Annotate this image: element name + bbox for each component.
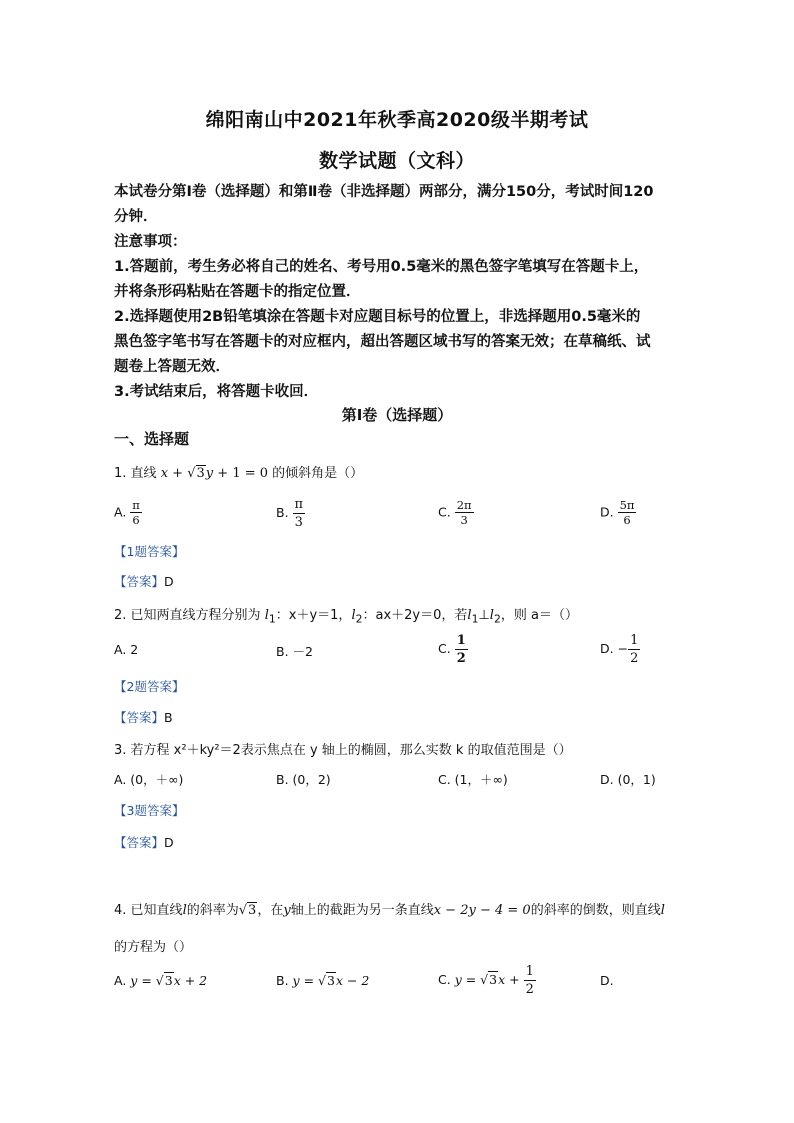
answer-label: 【答案】: [114, 574, 165, 589]
question-number: 1.: [114, 466, 127, 481]
math-op: + 1 = 0: [213, 466, 269, 481]
answer: [114, 572, 174, 590]
math-expr: x +: [498, 972, 524, 987]
q2-option-c: [438, 632, 468, 667]
q3-option-c: C. (1，＋∞): [438, 772, 508, 787]
math-var: y: [205, 466, 214, 481]
q1-option-a: [114, 498, 142, 528]
radicand: 3: [327, 973, 335, 988]
part-title: 第Ⅰ卷（选择题）: [341, 406, 453, 424]
q2-option-a: A. 2: [114, 642, 139, 657]
q1-option-c: [438, 498, 474, 528]
denominator: 6: [618, 512, 637, 528]
exam-instructions: [114, 180, 714, 405]
option-label: A.: [114, 973, 127, 988]
fraction: [130, 498, 142, 528]
fraction: [618, 498, 637, 528]
answer-label: 【答案】: [114, 835, 165, 850]
sqrt-symbol: √3: [187, 466, 205, 481]
numerator: 5π: [619, 498, 635, 512]
numerator: 1: [525, 964, 534, 979]
numerator: 2π: [456, 498, 472, 512]
denominator: 2: [456, 651, 466, 666]
notice-item: 1.答题前，考生务必将自己的姓名、考号用0.5毫米的黑色签字笔填写在答题卡上，: [114, 259, 649, 275]
question-number: 3.: [114, 743, 127, 758]
question-number: 4.: [114, 903, 127, 918]
answer-value: D: [164, 835, 174, 850]
q4-option-d: D.: [600, 973, 614, 988]
radicand: 3: [248, 903, 257, 918]
question-number: 2.: [114, 608, 127, 623]
page-title: 绵阳南山中2021年秋季高2020级半期考试: [205, 109, 589, 131]
subscript: 2: [355, 612, 363, 626]
denominator: 3: [293, 513, 306, 531]
math-expr: x − 2: [335, 973, 370, 988]
denominator: 6: [130, 512, 142, 528]
answer-value: B: [164, 710, 173, 725]
math-var: l: [489, 608, 494, 623]
minus-sign: −: [617, 641, 629, 656]
notice-item: 黑色签字笔书写在答题卡的对应框内，超出答题区域书写的答案无效；在草稿纸、试: [114, 334, 651, 350]
option-label: D.: [600, 504, 614, 520]
stem-text: 已知直线: [130, 903, 183, 918]
stem-text: 的斜率为: [186, 903, 239, 918]
q1-option-d: [600, 498, 636, 528]
math-equation: x − 2y − 4 = 0: [433, 903, 531, 918]
intro-line: 分钟．: [114, 209, 158, 225]
numerator: π: [294, 497, 304, 512]
page-subtitle: 数学试题（文科）: [318, 150, 475, 172]
option-label: D.: [600, 641, 614, 656]
math-var: l: [351, 608, 356, 623]
question-2-stem: [114, 604, 578, 626]
fraction: [524, 963, 536, 998]
intro-line: 本试卷分第Ⅰ卷（选择题）和第Ⅱ卷（非选择题）两部分，满分150分，考试时间120: [114, 184, 654, 200]
numerator: π: [132, 498, 140, 512]
stem-text: ：ax＋2y＝0，若: [362, 608, 468, 623]
answer: [114, 708, 173, 726]
option-label: C.: [438, 972, 451, 987]
answer-label: 【答案】: [114, 710, 165, 725]
math-var: y: [283, 903, 291, 918]
perp-symbol: ⊥: [478, 608, 490, 623]
sqrt-symbol: √3: [318, 973, 335, 988]
stem-text: 已知两直线方程分别为: [130, 608, 261, 623]
math-var: l: [467, 608, 472, 623]
answer-value: D: [164, 574, 174, 589]
notice-item: 并将条形码粘贴在答题卡的指定位置．: [114, 284, 361, 300]
radicand: 3: [164, 973, 173, 988]
numerator: 1: [630, 633, 639, 648]
subscript: 1: [471, 612, 479, 626]
q4-option-b: [276, 973, 369, 988]
stem-text: 轴上的截距为另一条直线: [290, 903, 434, 918]
question-1-stem: [114, 462, 363, 481]
answer-tag: 【2题答案】: [114, 679, 185, 694]
stem-text: 若方程 x²＋ky²＝2表示焦点在 y 轴上的椭圆，那么实数 k 的取值范围是（）: [130, 743, 572, 758]
math-op: +: [168, 466, 188, 481]
math-var: x: [160, 466, 169, 481]
sqrt-symbol: √3: [238, 903, 257, 918]
fraction: [293, 496, 306, 531]
math-var: l: [182, 903, 187, 918]
option-label: B.: [276, 505, 289, 520]
numerator: 1: [456, 633, 466, 648]
stem-text: ，则 a＝（）: [500, 608, 578, 623]
stem-text: ：x＋y＝1，: [275, 608, 352, 623]
q4-option-a: [114, 973, 207, 988]
denominator: 2: [630, 651, 639, 666]
q2-option-b: B. －2: [276, 644, 313, 659]
answer-tag: 【1题答案】: [114, 544, 185, 559]
option-label: C.: [438, 504, 451, 520]
question-4-stem: [114, 899, 665, 918]
question-3-stem: [114, 739, 572, 758]
fraction: [628, 632, 640, 667]
subscript: 1: [268, 612, 276, 626]
answer: [114, 833, 174, 851]
math-expr: y =: [454, 972, 481, 987]
sqrt-symbol: √3: [155, 973, 173, 988]
fraction: [455, 498, 474, 528]
notice-item: 3.考试结束后，将答题卡收回．: [114, 384, 319, 400]
sqrt-symbol: √3: [480, 972, 498, 987]
denominator: 2: [525, 982, 534, 997]
option-label: C.: [438, 641, 451, 656]
q3-option-d: D. (0，1): [600, 772, 656, 787]
section-title: 一、选择题: [114, 430, 190, 448]
q4-option-c: [438, 963, 536, 998]
notice-item: 题卷上答题无效．: [114, 359, 230, 375]
answer-tag: 【3题答案】: [114, 803, 185, 818]
stem-text: ，在: [257, 903, 284, 918]
option-label: B.: [276, 973, 289, 988]
math-var: l: [264, 608, 269, 623]
math-expr: y =: [130, 973, 156, 988]
math-expr: y =: [292, 973, 319, 988]
math-var: l: [660, 903, 665, 918]
denominator: 3: [455, 512, 474, 528]
notice-heading: 注意事项：: [114, 234, 187, 250]
fraction: [455, 632, 468, 667]
q2-option-d: [600, 632, 640, 667]
subscript: 2: [493, 612, 501, 626]
stem-text: 直线: [130, 466, 157, 481]
option-label: A.: [114, 504, 127, 520]
stem-text: 的斜率的倒数，则直线: [530, 903, 661, 918]
question-4-stem-cont: 的方程为（）: [114, 940, 193, 955]
q3-option-a: A. (0，＋∞): [114, 772, 184, 787]
radicand: 3: [489, 972, 498, 987]
q1-option-b: [276, 496, 305, 531]
math-expr: x + 2: [173, 973, 208, 988]
radicand: 3: [196, 466, 205, 481]
q3-option-b: B. (0，2): [276, 772, 331, 787]
notice-item: 2.选择题使用2B铅笔填涂在答题卡对应题目标号的位置上，非选择题用0.5毫米的: [114, 309, 641, 325]
stem-text: 的倾斜角是（）: [272, 466, 364, 481]
